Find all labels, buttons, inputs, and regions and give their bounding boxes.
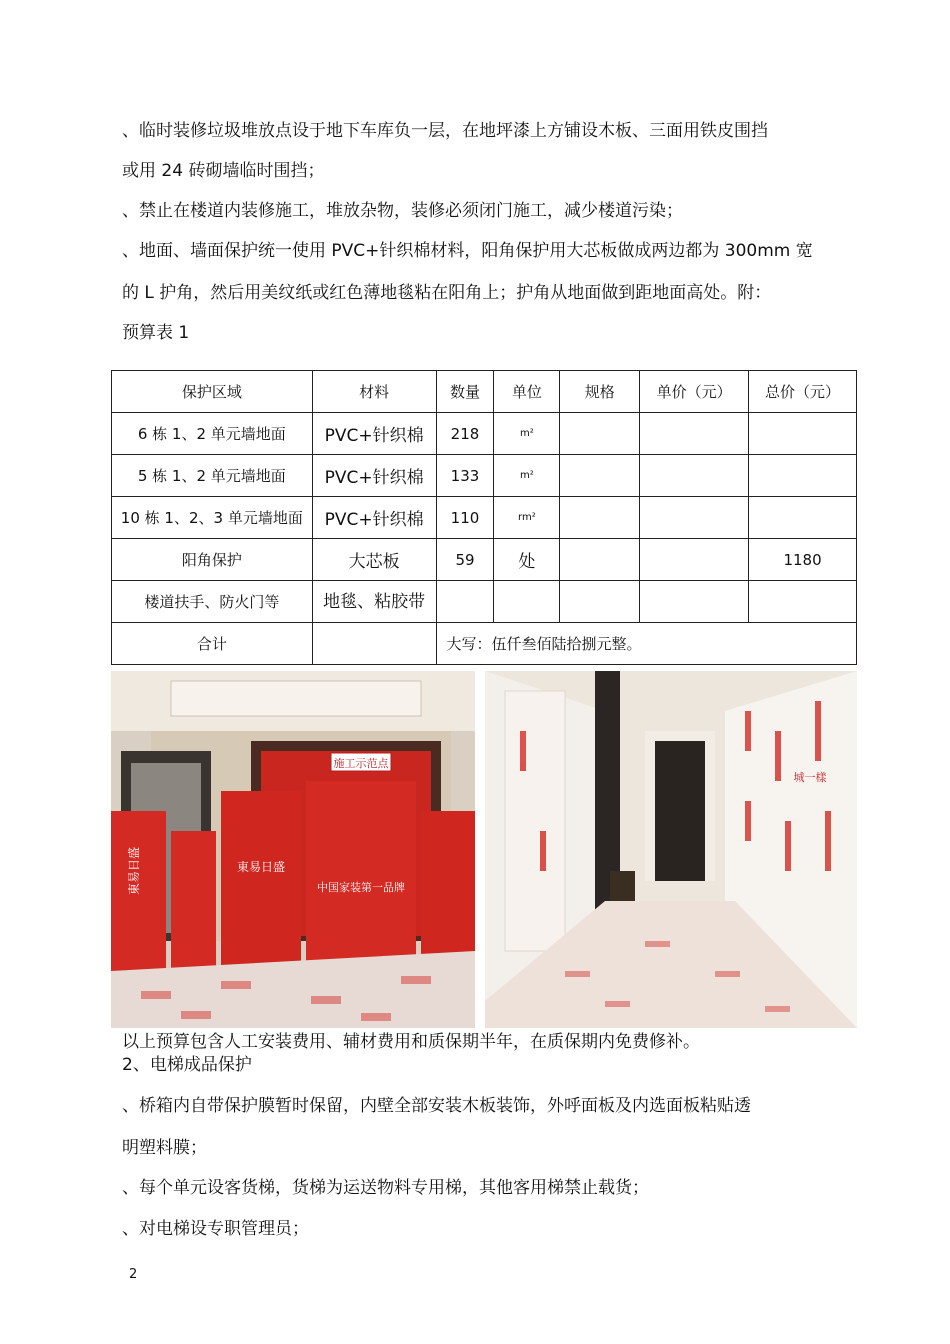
cell-qty: 59 [436, 539, 494, 581]
cell-unit: m² [494, 413, 560, 455]
cell-unit: 处 [494, 539, 560, 581]
paragraph-line-3: 、禁止在楼道内装修施工，堆放杂物，装修必须闭门施工，减少楼道污染； [122, 201, 683, 221]
sign-text: 施工示范点 [333, 757, 389, 770]
cell-area: 楼道扶手、防火门等 [112, 581, 313, 623]
cell-material: 地毯、粘胶带 [312, 581, 436, 623]
header-spec: 规格 [560, 371, 640, 413]
cell-price [640, 539, 749, 581]
photo-elevator-lobby-drawing [111, 671, 475, 1028]
cell-unit [494, 581, 560, 623]
page-number: 2 [129, 1267, 138, 1282]
header-unit: 单位 [494, 371, 560, 413]
cell-sum-empty [312, 623, 436, 665]
paragraph-line-5: 的 L 护角，然后用美纹纸或红色薄地毯粘在阳角上；护角从地面做到距地面高处。附： [122, 283, 772, 303]
paragraph-bottom-6: 、对电梯设专职管理员； [122, 1219, 309, 1239]
paragraph-bottom-3: 、桥箱内自带保护膜暂时保留，内壁全部安装木板装饰，外呼面板及内选面板粘贴透 [122, 1096, 751, 1116]
cell-total [749, 581, 857, 623]
paragraph-line-1: 、临时装修垃圾堆放点设于地下车库负一层，在地坪漆上方铺设木板、三面用铁皮围挡 [122, 121, 768, 141]
paragraph-line-4: 、地面、墙面保护统一使用 PVC+针织棉材料，阳角保护用大芯板做成两边都为 300mm 宽 [122, 241, 813, 261]
cell-qty: 110 [436, 497, 494, 539]
paragraph-bottom-5: 、每个单元设客货梯，货梯为运送物料专用梯，其他客用梯禁止载货； [122, 1178, 649, 1198]
cell-area: 阳角保护 [112, 539, 313, 581]
section-heading-elevator: 2、电梯成品保护 [122, 1055, 252, 1075]
cell-price [640, 413, 749, 455]
cell-sum-text: 大写：伍仟叁佰陆拾捌元整。 [436, 623, 856, 665]
cell-spec [560, 539, 640, 581]
cell-material: 大芯板 [312, 539, 436, 581]
cell-total [749, 413, 857, 455]
cell-area: 10 栋 1、2、3 单元墙地面 [112, 497, 313, 539]
table-row [112, 497, 857, 539]
banner-text-1: 東易日盛 [127, 846, 141, 896]
cell-price [640, 455, 749, 497]
budget-table [111, 370, 857, 665]
header-price: 单价（元） [640, 371, 749, 413]
table-sum-row [112, 623, 857, 665]
header-total: 总价（元） [749, 371, 857, 413]
table-header-row [112, 371, 857, 413]
cell-price [640, 497, 749, 539]
cell-sum-label: 合计 [112, 623, 313, 665]
paragraph-bottom-4: 明塑料膜； [122, 1138, 207, 1158]
table-row [112, 581, 857, 623]
header-area: 保护区域 [112, 371, 313, 413]
corridor-banner-text: 城一樣 [793, 771, 827, 784]
cell-unit: rm² [494, 497, 560, 539]
header-qty: 数量 [436, 371, 494, 413]
cell-qty [436, 581, 494, 623]
cell-unit: m² [494, 455, 560, 497]
table-row [112, 413, 857, 455]
paragraph-line-6: 预算表 1 [122, 323, 190, 343]
cell-spec [560, 581, 640, 623]
cell-area: 5 栋 1、2 单元墙地面 [112, 455, 313, 497]
cell-qty: 218 [436, 413, 494, 455]
cell-total [749, 455, 857, 497]
banner-text-3: 中国家装第一品牌 [317, 881, 405, 894]
cell-material: PVC+针织棉 [312, 497, 436, 539]
photo-elevator-lobby [111, 671, 475, 1028]
cell-spec [560, 497, 640, 539]
cell-material: PVC+针织棉 [312, 413, 436, 455]
cell-spec [560, 413, 640, 455]
cell-qty: 133 [436, 455, 494, 497]
table-row [112, 539, 857, 581]
banner-text-2: 東易日盛 [236, 860, 286, 874]
paragraph-line-2: 或用 24 砖砌墙临时围挡； [122, 161, 325, 181]
photo-corridor [485, 671, 857, 1028]
cell-total: 1180 [749, 539, 857, 581]
photo-corridor-drawing [485, 671, 857, 1028]
cell-price [640, 581, 749, 623]
cell-material: PVC+针织棉 [312, 455, 436, 497]
cell-total [749, 497, 857, 539]
cell-area: 6 栋 1、2 单元墙地面 [112, 413, 313, 455]
cell-spec [560, 455, 640, 497]
table-row [112, 455, 857, 497]
header-material: 材料 [312, 371, 436, 413]
paragraph-bottom-1: 以上预算包含人工安装费用、辅材费用和质保期半年，在质保期内免费修补。 [122, 1032, 700, 1052]
